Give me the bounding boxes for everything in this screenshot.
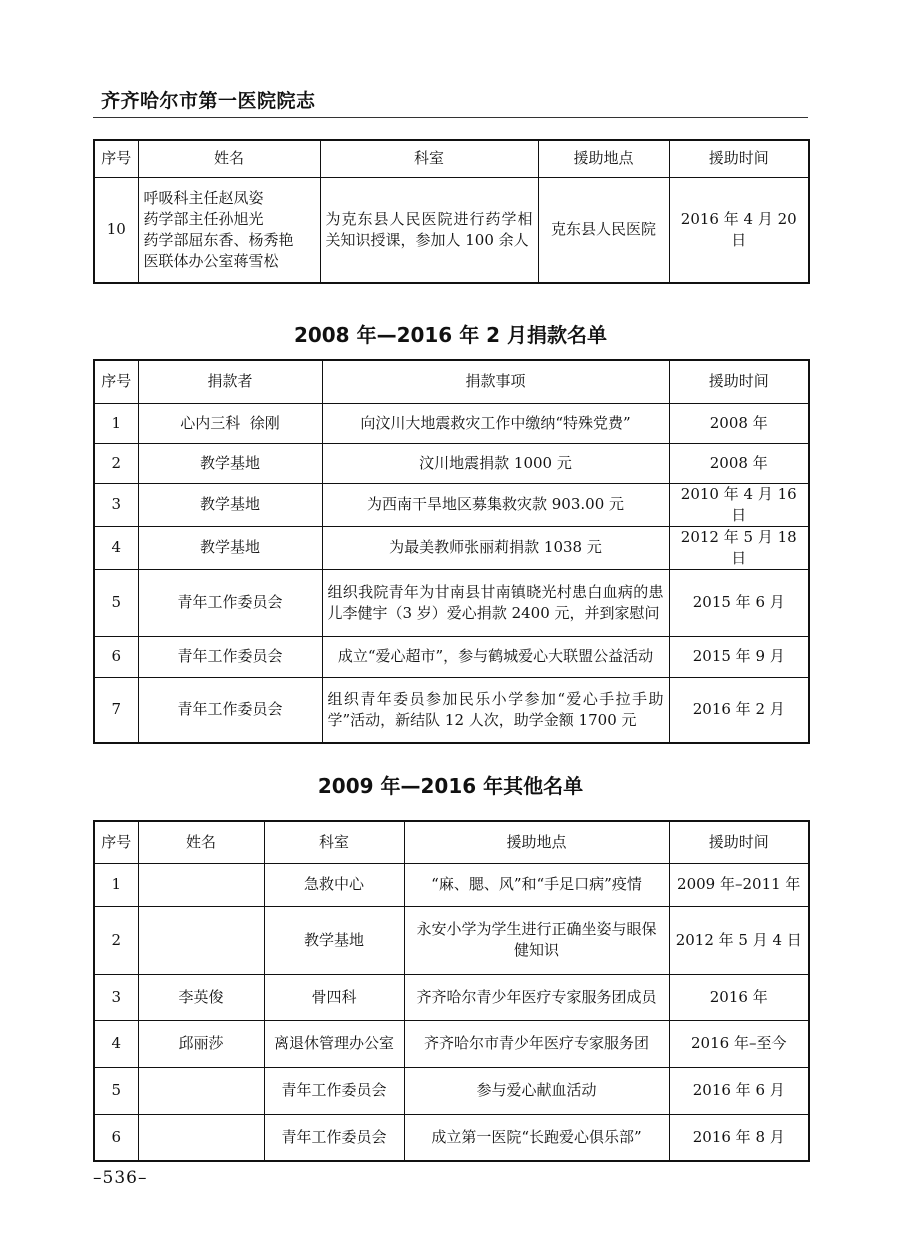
item-cell: 组织我院青年为甘南县甘南镇晓光村患白血病的患儿李健宇（3 岁）爱心捐款 2400 元，并到家慰问 [322, 569, 669, 636]
header-cell: 援助地点 [538, 140, 669, 177]
row-number: 2 [94, 443, 138, 483]
header-cell: 捐款事项 [322, 360, 669, 403]
header-cell: 援助时间 [669, 821, 809, 863]
row-number: 1 [94, 863, 138, 906]
row-number: 7 [94, 677, 138, 743]
header-cell: 科室 [320, 140, 538, 177]
item-cell: 向汶川大地震救灾工作中缴纳“特殊党费” [322, 403, 669, 443]
name-cell [138, 906, 264, 974]
donor-cell: 青年工作委员会 [138, 636, 322, 677]
table-row [94, 1020, 809, 1067]
name-cell: 李英俊 [138, 974, 264, 1020]
time-cell: 2016 年 2 月 [669, 677, 809, 743]
department-cell: 离退休管理办公室 [264, 1020, 404, 1067]
department-cell: 青年工作委员会 [264, 1067, 404, 1114]
item-cell: 组织青年委员参加民乐小学参加“爱心手拉手助学”活动，新结队 12 人次，助学金额 1700 元 [322, 677, 669, 743]
person-name: 药学部屈东香、杨秀艳 [143, 230, 294, 249]
table-row [94, 863, 809, 906]
department-cell: 教学基地 [264, 906, 404, 974]
header-cell: 捐款者 [138, 360, 322, 403]
item-cell: 为西南干旱地区募集救灾款 903.00 元 [322, 483, 669, 526]
department-cell: 急救中心 [264, 863, 404, 906]
time-cell: 2016 年 8 月 [669, 1114, 809, 1161]
header-cell: 科室 [264, 821, 404, 863]
other-aid-table [93, 820, 810, 1162]
row-number: 5 [94, 1067, 138, 1114]
header-cell: 序号 [94, 821, 138, 863]
time-cell: 2012 年 5 月 18 日 [669, 526, 809, 569]
table-row [94, 906, 809, 974]
table-row [94, 974, 809, 1020]
header-cell: 姓名 [138, 821, 264, 863]
row-number: 5 [94, 569, 138, 636]
name-cell [138, 863, 264, 906]
department-cell: 为克东县人民医院进行药学相关知识授课，参加人 100 余人 [320, 177, 538, 283]
place-cell: 齐齐哈尔市青少年医疗专家服务团 [404, 1020, 669, 1067]
place-cell: 永安小学为学生进行正确坐姿与眼保健知识 [404, 906, 669, 974]
place-cell: 成立第一医院“长跑爱心俱乐部” [404, 1114, 669, 1161]
donation-list-title: 2008 年—2016 年 2 月捐款名单 [293, 323, 608, 347]
time-cell: 2016 年–至今 [669, 1020, 809, 1067]
table-row [94, 403, 809, 443]
header-cell: 序号 [94, 140, 138, 177]
row-number: 2 [94, 906, 138, 974]
table-row [94, 483, 809, 526]
time-cell: 2009 年–2011 年 [669, 863, 809, 906]
row-number: 3 [94, 483, 138, 526]
time-cell: 2008 年 [669, 443, 809, 483]
donor-cell: 青年工作委员会 [138, 569, 322, 636]
donor-cell: 教学基地 [138, 483, 322, 526]
donor-cell: 青年工作委员会 [138, 677, 322, 743]
name-cell: 邱丽莎 [138, 1020, 264, 1067]
time-cell: 2016 年 [669, 974, 809, 1020]
time-cell: 2016 年 6 月 [669, 1067, 809, 1114]
table-row [94, 177, 809, 283]
table-row [94, 1067, 809, 1114]
place-cell: 克东县人民医院 [538, 177, 669, 283]
place-cell: 参与爱心献血活动 [404, 1067, 669, 1114]
row-number: 6 [94, 1114, 138, 1161]
donor-cell: 教学基地 [138, 443, 322, 483]
book-title: 齐齐哈尔市第一医院院志 [101, 90, 316, 112]
row-number: 3 [94, 974, 138, 1020]
header-divider [93, 117, 808, 118]
table-row [94, 1114, 809, 1161]
donor-cell: 教学基地 [138, 526, 322, 569]
person-name: 药学部主任孙旭光 [143, 209, 264, 228]
time-cell: 2008 年 [669, 403, 809, 443]
table-row [94, 636, 809, 677]
table-row [94, 569, 809, 636]
place-cell: “麻、腮、风”和“手足口病”疫情 [404, 863, 669, 906]
person-name: 医联体办公室蒋雪松 [143, 251, 279, 270]
page-number: –536– [93, 1168, 148, 1188]
row-number: 10 [94, 177, 138, 283]
row-number: 1 [94, 403, 138, 443]
item-cell: 汶川地震捐款 1000 元 [322, 443, 669, 483]
other-list-title: 2009 年—2016 年其他名单 [317, 774, 584, 798]
header-cell: 援助地点 [404, 821, 669, 863]
department-cell: 骨四科 [264, 974, 404, 1020]
row-number: 4 [94, 526, 138, 569]
department-cell: 青年工作委员会 [264, 1114, 404, 1161]
donor-cell: 心内三科 徐刚 [138, 403, 322, 443]
name-cell [138, 1067, 264, 1114]
header-cell: 援助时间 [669, 360, 809, 403]
table-row [94, 677, 809, 743]
header-cell: 序号 [94, 360, 138, 403]
header-cell: 援助时间 [669, 140, 809, 177]
name-cell [138, 1114, 264, 1161]
header-cell: 姓名 [138, 140, 320, 177]
item-cell: 为最美教师张丽莉捐款 1038 元 [322, 526, 669, 569]
time-cell: 2015 年 6 月 [669, 569, 809, 636]
aid-table-continued [93, 139, 810, 284]
time-cell: 2015 年 9 月 [669, 636, 809, 677]
item-cell: 成立“爱心超市”，参与鹤城爱心大联盟公益活动 [322, 636, 669, 677]
place-cell: 齐齐哈尔青少年医疗专家服务团成员 [404, 974, 669, 1020]
person-name: 呼吸科主任赵凤姿 [143, 188, 264, 207]
table-row [94, 443, 809, 483]
names-cell [138, 177, 320, 283]
table-row [94, 526, 809, 569]
row-number: 6 [94, 636, 138, 677]
time-cell: 2010 年 4 月 16 日 [669, 483, 809, 526]
donation-table [93, 359, 810, 744]
time-cell: 2016 年 4 月 20 日 [669, 177, 809, 283]
row-number: 4 [94, 1020, 138, 1067]
time-cell: 2012 年 5 月 4 日 [669, 906, 809, 974]
